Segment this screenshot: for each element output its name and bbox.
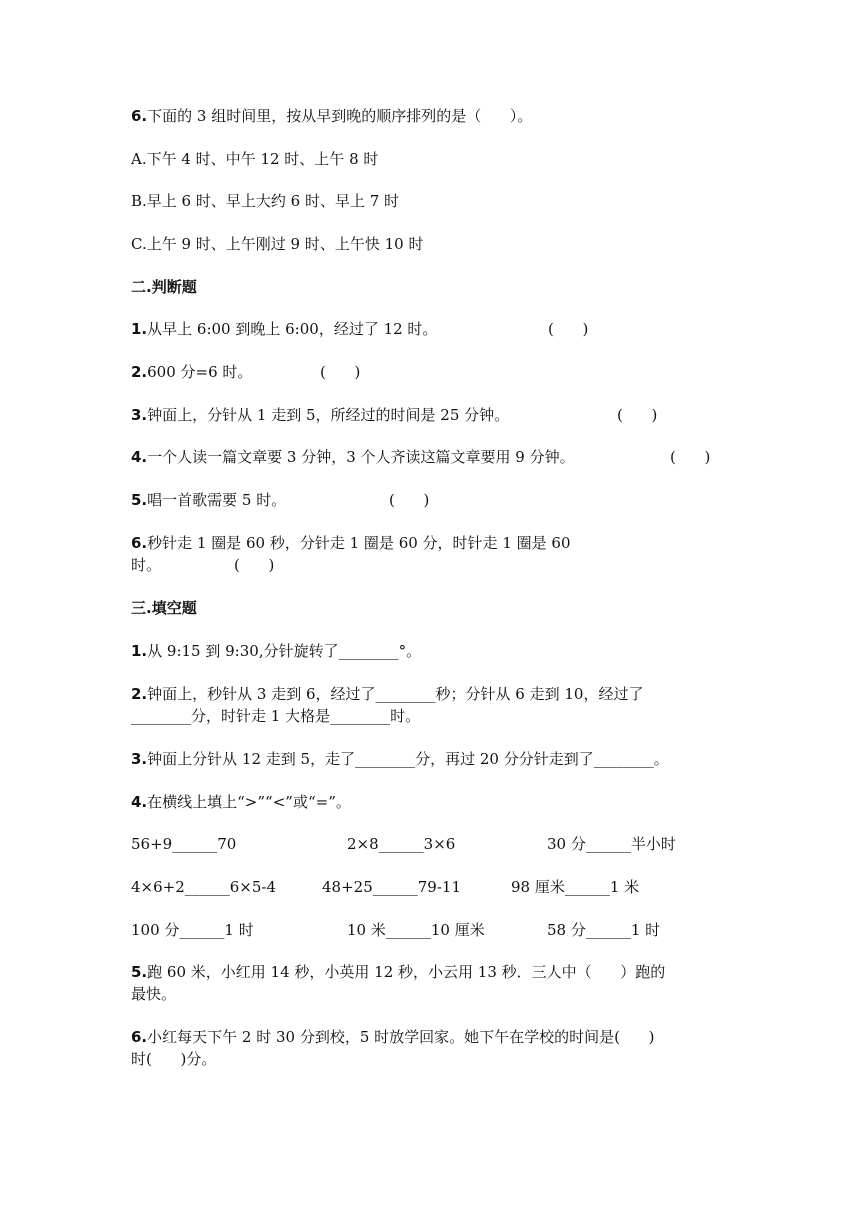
compare-cell: 48+25______79-11: [322, 878, 461, 896]
question-text: 钟面上分针从 12 走到 5，走了________分，再过 20 分分针走到了________。: [147, 750, 669, 768]
fill-item-3: [131, 748, 669, 770]
judgment-item-1: [131, 318, 437, 340]
compare-cell: 98 厘米______1 米: [511, 878, 640, 896]
section-title-judgment: 二.判断题: [131, 278, 197, 296]
question-text: 唱一首歌需要 5 时。: [147, 491, 287, 509]
question-text: 钟面上，秒针从 3 走到 6，经过了________秒；分针从 6 走到 10，经过了: [147, 685, 644, 703]
question-number: 3.: [131, 750, 148, 768]
question-text: 下面的 3 组时间里，按从早到晚的顺序排列的是（ ）。: [147, 107, 533, 125]
fill-item-5-cont: 最快。: [131, 985, 177, 1003]
compare-cell: 58 分______1 时: [547, 921, 661, 939]
question-number: 4.: [131, 448, 148, 466]
judgment-item-5: [131, 489, 286, 511]
question-number: 5.: [131, 963, 148, 981]
question-number: 5.: [131, 491, 148, 509]
judgment-item-2: [131, 361, 252, 383]
compare-cell: 56+9______70: [131, 835, 237, 853]
question-text: 跑 60 米，小红用 14 秒，小英用 12 秒，小云用 13 秒．三人中（ ）跑的: [147, 963, 666, 981]
question-text: 秒针走 1 圈是 60 秒，分针走 1 圈是 60 分，时针走 1 圈是 60: [147, 534, 571, 552]
question-text: 从 9:15 到 9:30,分针旋转了________°。: [147, 642, 422, 660]
compare-cell: 4×6+2______6×5-4: [131, 878, 277, 896]
fill-item-1: [131, 640, 421, 662]
question-text: 一个人读一篇文章要 3 分钟，3 个人齐读这篇文章要用 9 分钟。: [147, 448, 575, 466]
compare-cell: 30 分______半小时: [547, 835, 676, 853]
compare-cell: 2×8______3×6: [347, 835, 456, 853]
compare-cell: 100 分______1 时: [131, 921, 254, 939]
judgment-item-6: [131, 532, 570, 554]
question-number: 6.: [131, 534, 148, 552]
question-number: 6.: [131, 1028, 148, 1046]
fill-item-6-cont: 时( )分。: [131, 1050, 217, 1068]
question-number: 6.: [131, 107, 148, 125]
option-b: B.早上 6 时、早上大约 6 时、早上 7 时: [131, 192, 400, 210]
question-number: 3.: [131, 406, 148, 424]
question-text: 小红每天下午 2 时 30 分到校，5 时放学回家。她下午在学校的时间是( ): [147, 1028, 655, 1046]
question-text: 在横线上填上“>”“<”或“=”。: [147, 793, 351, 811]
answer-paren: ( ): [320, 363, 361, 381]
question-number: 4.: [131, 793, 148, 811]
compare-cell: 10 米______10 厘米: [347, 921, 485, 939]
judgment-item-6-cont: 时。: [131, 556, 162, 574]
answer-paren: ( ): [389, 491, 430, 509]
section-title-fill-blank: 三.填空题: [131, 599, 197, 617]
judgment-item-4: [131, 446, 575, 468]
question-text: 600 分=6 时。: [147, 363, 253, 381]
option-a: A.下午 4 时、中午 12 时、上午 8 时: [131, 150, 379, 168]
question-text: 钟面上，分针从 1 走到 5，所经过的时间是 25 分钟。: [147, 406, 510, 424]
fill-item-6: [131, 1026, 654, 1048]
question-number: 2.: [131, 363, 148, 381]
judgment-item-3: [131, 404, 509, 426]
fill-item-4: [131, 791, 351, 813]
answer-paren: ( ): [617, 406, 658, 424]
answer-paren: ( ): [670, 448, 711, 466]
answer-paren: ( ): [234, 556, 275, 574]
fill-item-5: [131, 961, 665, 983]
fill-item-2: [131, 683, 643, 705]
question-number: 1.: [131, 320, 148, 338]
option-c: C.上午 9 时、上午刚过 9 时、上午快 10 时: [131, 235, 424, 253]
question-6-stem: [131, 105, 532, 127]
question-number: 2.: [131, 685, 148, 703]
question-number: 1.: [131, 642, 148, 660]
answer-paren: ( ): [548, 320, 589, 338]
fill-item-2-cont: ________分，时针走 1 大格是________时。: [131, 707, 421, 725]
question-text: 从早上 6:00 到晚上 6:00，经过了 12 时。: [147, 320, 438, 338]
